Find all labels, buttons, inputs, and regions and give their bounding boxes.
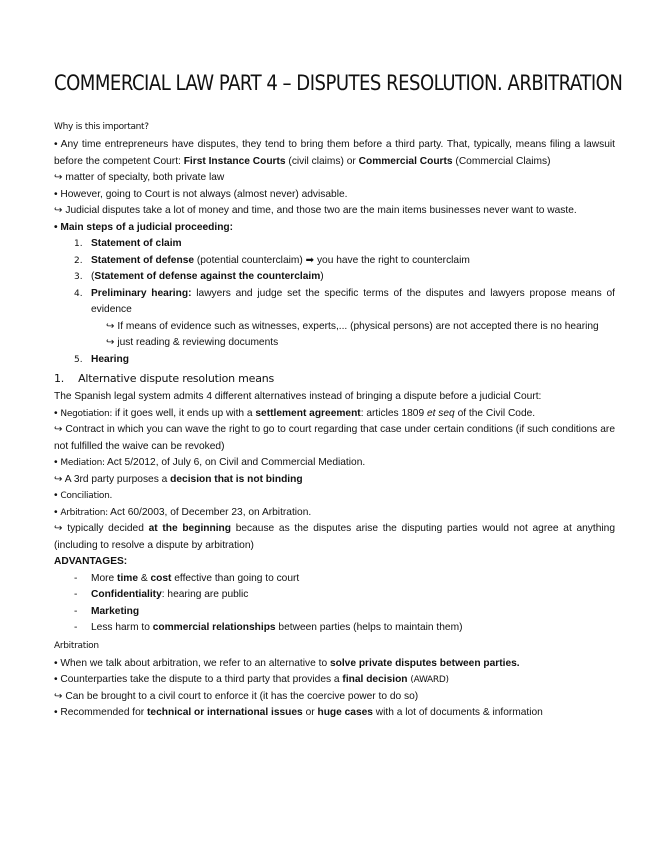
page-title: COMMERCIAL LAW PART 4 – DISPUTES RESOLUTION. ARBITRATION <box>54 71 623 95</box>
arb-line-4: • Recommended for technical or international issues or huge cases with a lot of documents & information <box>54 707 543 718</box>
adr-arbitration: • Arbitration: Act 60/2003, of December 23, on Arbitration. <box>54 506 312 518</box>
why-line-5: • Main steps of a judicial proceeding: <box>54 221 234 233</box>
arb-line-1: • When we talk about arbitration, we refer to an alternative to solve private disputes between parties. <box>54 657 520 669</box>
step-item: 5. Hearing <box>74 353 129 365</box>
step-4-sub-2: ↪ just reading & reviewing documents <box>106 337 279 348</box>
arb-line-2: • Counterparties take the dispute to a third party that provides a final decision (AWARD) <box>54 674 449 685</box>
adr-mediation-sub: ↪ A 3rd party purposes a decision that is not binding <box>54 473 303 485</box>
advantage-item: - More time & cost effective than going to court <box>74 572 300 584</box>
advantage-item: - Less harm to commercial relationships between parties (helps to maintain them) <box>74 622 463 633</box>
why-line-3: • However, going to Court is not always (almost never) advisable. <box>54 188 348 200</box>
step-4-sub-1: ↪ If means of evidence such as witnesses, experts,... (physical persons) are not accepted there is no hearing <box>106 320 599 332</box>
why-line-4: ↪ Judicial disputes take a lot of money and time, and those two are the main items businesses never want to waste. <box>54 205 577 216</box>
adr-negotiation: • Negotiation: if it goes well, it ends up with a settlement agreement: articles 1809 et seq of the Civil Code. <box>54 407 536 419</box>
advantage-item: - Confidentiality: hearing are public <box>74 589 249 600</box>
arb-line-3: ↪ Can be brought to a civil court to enforce it (it has the coercive power to do so) <box>54 690 419 702</box>
step-item: 1. Statement of claim <box>74 238 182 249</box>
arbitration-heading: Arbitration <box>54 640 99 651</box>
adr-contract: ↪ Contract in which you can wave the right to go to court regarding that case under certain conditions (if such conditions are not fulfilled the waive can be revoked) <box>54 424 615 452</box>
advantages-label: ADVANTAGES: <box>54 556 128 567</box>
adr-arbitration-sub: ↪ typically decided at the beginning because as the disputes arise the disputing parties would not agree at anything (including to resolve a dispute by arbitration) <box>54 523 615 551</box>
adr-conciliation: • Conciliation. <box>54 490 113 501</box>
why-paragraph-1: • Any time entrepreneurs have disputes, they tend to bring them before a third party. That, typically, means filing a lawsuit before the competent Court: First Instance Courts (civil claims) or Commercial Courts (Commercial Claims) <box>54 139 615 167</box>
why-line-2: ↪ matter of specialty, both private law <box>54 172 225 183</box>
step-item: 4. Preliminary hearing: lawyers and judge set the specific terms of the disputes and lawyers propose means of evidence ↪ If means of evidence such as witnesses, experts,... (physical persons) are not accepted there is no hearing ↪ just reading & reviewing documents <box>74 286 615 352</box>
why-heading: Why is this important? <box>54 122 149 132</box>
proceeding-steps-list <box>54 236 615 368</box>
step-item: 3. (Statement of defense against the counterclaim) <box>74 271 324 282</box>
step-item: 2. Statement of defense (potential counterclaim) ➡ you have the right to counterclaim <box>74 254 470 266</box>
adr-intro: The Spanish legal system admits 4 different alternatives instead of bringing a dispute before a judicial Court: <box>54 391 542 402</box>
advantage-item: - Marketing <box>74 605 140 617</box>
advantages-list <box>54 571 615 637</box>
adr-heading: 1. Alternative dispute resolution means <box>54 372 275 385</box>
adr-mediation: • Mediation: Act 5/2012, of July 6, on Civil and Commercial Mediation. <box>54 457 366 468</box>
